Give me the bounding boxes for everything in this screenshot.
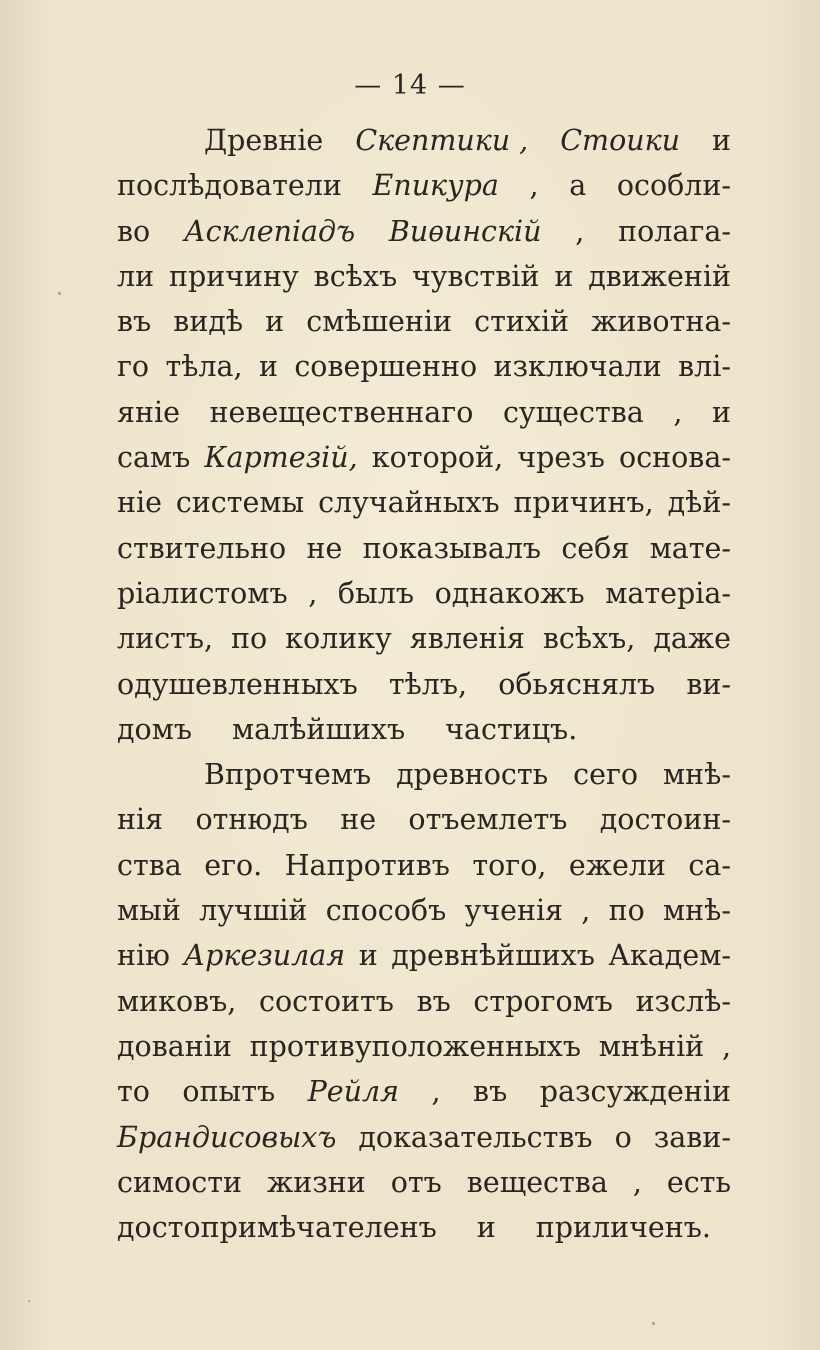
word: показывалъ <box>362 531 542 565</box>
text-line <box>117 526 731 571</box>
word: тѣлъ, <box>388 667 468 701</box>
word: послѣдователи <box>117 169 342 203</box>
word: мый <box>117 894 181 928</box>
word: симости <box>117 1165 243 1199</box>
text-line <box>117 344 731 389</box>
word: состоитъ <box>259 984 394 1018</box>
word: то <box>117 1075 150 1109</box>
word: однакожъ <box>434 576 585 610</box>
word: зави- <box>653 1120 731 1154</box>
text-line <box>117 662 731 707</box>
word: въ <box>473 1075 508 1109</box>
word: невещественнаго <box>209 395 474 429</box>
word: противуположенныхъ <box>249 1029 581 1063</box>
word: ли <box>117 259 155 293</box>
text-line <box>117 1115 731 1160</box>
word: Впротчемъ <box>204 758 372 792</box>
word: , <box>721 1029 731 1063</box>
paper-speck <box>58 292 61 295</box>
word: былъ <box>337 576 414 610</box>
word: видѣ <box>173 305 244 339</box>
word: обьяснялъ <box>498 667 656 701</box>
word: особли- <box>616 169 731 203</box>
word: причину <box>168 259 299 293</box>
word: ріалистомъ <box>117 576 288 610</box>
word: изслѣ- <box>635 984 731 1018</box>
text-line <box>117 707 731 752</box>
word: животна- <box>591 305 731 339</box>
word: Асклепіадъ <box>184 214 356 248</box>
text-line <box>117 1069 731 1114</box>
word: Напротивъ <box>284 848 450 882</box>
word: , <box>575 214 585 248</box>
word: явленія <box>409 622 525 656</box>
word: Стоики <box>560 124 680 157</box>
word: доказательствъ <box>358 1120 593 1154</box>
word: тѣла, <box>165 350 243 384</box>
word: Академ- <box>608 939 731 973</box>
text-line <box>117 616 731 661</box>
text-line <box>117 163 731 208</box>
text-line <box>117 390 731 435</box>
word: ніе <box>117 486 162 520</box>
word: не <box>306 531 343 565</box>
text-line <box>117 299 731 344</box>
word: чрезъ <box>517 441 605 475</box>
word: Аркезилая <box>183 939 346 973</box>
word: одушевленныхъ <box>117 667 358 701</box>
word: себя <box>561 531 630 565</box>
word: са- <box>688 848 731 882</box>
word: стихій <box>474 305 570 339</box>
word: опытъ <box>182 1075 276 1109</box>
word: Брандисовыхъ <box>117 1120 337 1154</box>
word: миковъ, <box>117 984 237 1018</box>
word: Виѳинскій <box>388 214 542 248</box>
word: въ <box>416 984 451 1018</box>
word: матеріа- <box>605 576 731 610</box>
word: причинъ, <box>513 486 654 520</box>
word: Рейля <box>307 1075 400 1109</box>
word: по <box>608 894 645 928</box>
word: , <box>673 395 683 429</box>
word: нія <box>117 803 164 837</box>
word: изключали <box>493 350 662 384</box>
word: строгомъ <box>473 984 613 1018</box>
word: Скептики , <box>355 124 529 157</box>
word: случайныхъ <box>318 486 500 520</box>
text-line <box>117 752 731 797</box>
word: смѣшеніи <box>306 305 453 339</box>
word: не <box>340 803 377 837</box>
word: достопримѣчателенъ <box>117 1211 437 1245</box>
text-line <box>117 254 731 299</box>
page-number: — 14 — <box>354 70 466 101</box>
word: частицъ. <box>445 712 578 746</box>
word: лучшій <box>199 894 308 928</box>
word: отъемлетъ <box>408 803 568 837</box>
text-line <box>117 480 731 525</box>
word: разсужденіи <box>539 1075 731 1109</box>
text-line <box>117 1160 731 1205</box>
word: отнюдъ <box>195 803 308 837</box>
word: всѣхъ, <box>542 622 636 656</box>
text-line <box>117 118 731 163</box>
text-line <box>117 209 731 254</box>
text-line <box>117 888 731 933</box>
word: способъ <box>325 894 447 928</box>
word: а <box>569 169 587 203</box>
word: и <box>265 305 285 339</box>
word: существа <box>502 395 644 429</box>
text-line <box>117 979 731 1024</box>
text-line <box>117 1205 731 1250</box>
word: Епикура <box>372 169 499 203</box>
paper-speck <box>652 1322 655 1325</box>
paper-speck <box>28 1300 30 1302</box>
word: и <box>554 259 574 293</box>
word: достоин- <box>599 803 731 837</box>
word: ежели <box>568 848 666 882</box>
word: листъ, <box>117 622 214 656</box>
word: , <box>431 1075 441 1109</box>
word: даже <box>653 622 731 656</box>
paper-speck <box>296 915 299 918</box>
word: его. <box>204 848 263 882</box>
word: совершенно <box>294 350 478 384</box>
word: вещества <box>466 1165 608 1199</box>
word: , <box>632 1165 642 1199</box>
word: того, <box>472 848 547 882</box>
word: ства <box>117 848 182 882</box>
word: и <box>358 939 378 973</box>
word: основа- <box>619 441 731 475</box>
word: приличенъ. <box>535 1211 711 1245</box>
word: , <box>529 169 539 203</box>
word: яніе <box>117 395 180 429</box>
word: домъ <box>117 712 193 746</box>
word: мате- <box>649 531 731 565</box>
word: Древніе <box>204 124 324 157</box>
word: чувствій <box>411 259 540 293</box>
word: въ <box>117 305 152 339</box>
word: сего <box>573 758 639 792</box>
word: ствительно <box>117 531 287 565</box>
word: дѣй- <box>667 486 731 520</box>
word: древнѣйшихъ <box>391 939 595 973</box>
text-line <box>117 843 731 888</box>
word: , <box>308 576 318 610</box>
word: самъ <box>117 441 191 475</box>
text-line <box>117 933 731 978</box>
word: о <box>614 1120 632 1154</box>
word: ви- <box>686 667 731 701</box>
word: влі- <box>678 350 731 384</box>
text-line <box>117 797 731 842</box>
word: есть <box>666 1165 731 1199</box>
word: системы <box>175 486 305 520</box>
word: Картезій, <box>204 441 358 475</box>
text-line <box>117 435 731 480</box>
word: , <box>581 894 591 928</box>
word: по <box>231 622 268 656</box>
word: нію <box>117 939 170 973</box>
text-line <box>117 571 731 616</box>
word: древность <box>396 758 549 792</box>
word: мнѣ- <box>663 758 731 792</box>
word: колику <box>285 622 392 656</box>
word: мнѣній <box>598 1029 705 1063</box>
word: отъ <box>390 1165 442 1199</box>
word: го <box>117 350 150 384</box>
word: движеній <box>588 259 731 293</box>
word: малѣйшихъ <box>232 712 406 746</box>
word: полага- <box>618 214 731 248</box>
word: и <box>711 124 731 157</box>
word: и <box>258 350 278 384</box>
word: которой, <box>371 441 504 475</box>
word: жизни <box>267 1165 366 1199</box>
word: всѣхъ <box>313 259 398 293</box>
word: и <box>712 395 731 429</box>
word: дованіи <box>117 1029 232 1063</box>
text-line <box>117 1024 731 1069</box>
word: и <box>476 1211 496 1245</box>
word: мнѣ- <box>663 894 731 928</box>
word: во <box>117 214 151 248</box>
word: ученія <box>464 894 564 928</box>
body-text <box>117 118 731 1250</box>
